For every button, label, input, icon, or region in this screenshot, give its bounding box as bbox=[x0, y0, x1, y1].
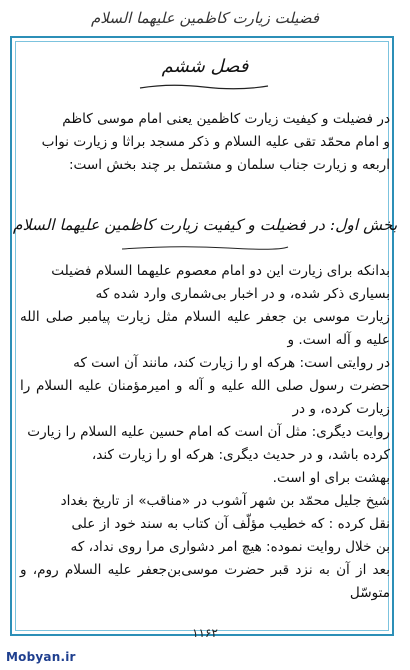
body-line: در روایتی است: هرکه او را زیارت کند، مانند آن است که bbox=[73, 355, 390, 371]
body-line: بهشت برای او است. bbox=[272, 470, 390, 486]
chapter-title: فصل ششم bbox=[161, 56, 249, 77]
site-watermark: Mobyan.ir bbox=[6, 650, 76, 664]
intro-line: در فضیلت و کیفیت زیارت کاظمین یعنی امام موسی کاظم bbox=[62, 111, 390, 127]
chapter-ornament-icon bbox=[136, 82, 272, 92]
running-header-title: فضیلت زیارت کاظمین علیهما السلام bbox=[90, 9, 320, 27]
intro-line: و امام محمّد تقی علیه السلام و ذکر مسجد براثا و زیارت نواب bbox=[41, 134, 390, 150]
intro-line: اربعه و زیارت جناب سلمان و مشتمل بر چند بخش است: bbox=[68, 157, 390, 173]
body-line: کرده باشد، و در حدیث دیگری: هرکه او را زیارت کند، bbox=[91, 447, 390, 463]
body-paragraph bbox=[20, 260, 390, 605]
section-title: بخش اول: در فضیلت و کیفیت زیارت کاظمین علیهما السلام bbox=[12, 216, 398, 234]
body-line: بسیاری ذکر شده، و در اخبار بی‌شماری وارد شده که bbox=[95, 286, 390, 302]
body-line: شیخ جلیل محمّد بن شهر آشوب در «مناقب» از تاریخ بغداد bbox=[60, 493, 390, 509]
body-line: بن خلال روایت نموده: هیچ امر دشواری مرا روی نداد، که bbox=[70, 539, 390, 555]
book-page bbox=[6, 4, 404, 646]
body-line: بعد از آن به نزد قبر حضرت موسی‌بن‌جعفر علیه السلام روم، و متوسّل bbox=[20, 562, 390, 601]
intro-paragraph bbox=[20, 108, 390, 177]
body-line: روایت دیگری: مثل آن است که امام حسین علیه السلام را زیارت bbox=[27, 424, 390, 440]
body-line: بدانکه برای زیارت این دو امام معصوم علیهما السلام فضیلت bbox=[51, 263, 390, 279]
body-line: نقل کرده : که خطیب مؤلّف آن کتاب به سند خود از علی bbox=[71, 516, 390, 532]
body-line: حضرت رسول صلی الله علیه و آله و امیرمؤمنان علیه السلام را زیارت کرده، و در bbox=[20, 378, 390, 417]
page-number: ۱۱۶۲ bbox=[192, 626, 218, 640]
page-header bbox=[6, 4, 404, 32]
section-ornament-icon bbox=[118, 244, 292, 252]
body-line: زیارت موسی بن جعفر علیه السلام مثل زیارت پیامبر صلی الله علیه و آله است. و bbox=[20, 309, 390, 348]
